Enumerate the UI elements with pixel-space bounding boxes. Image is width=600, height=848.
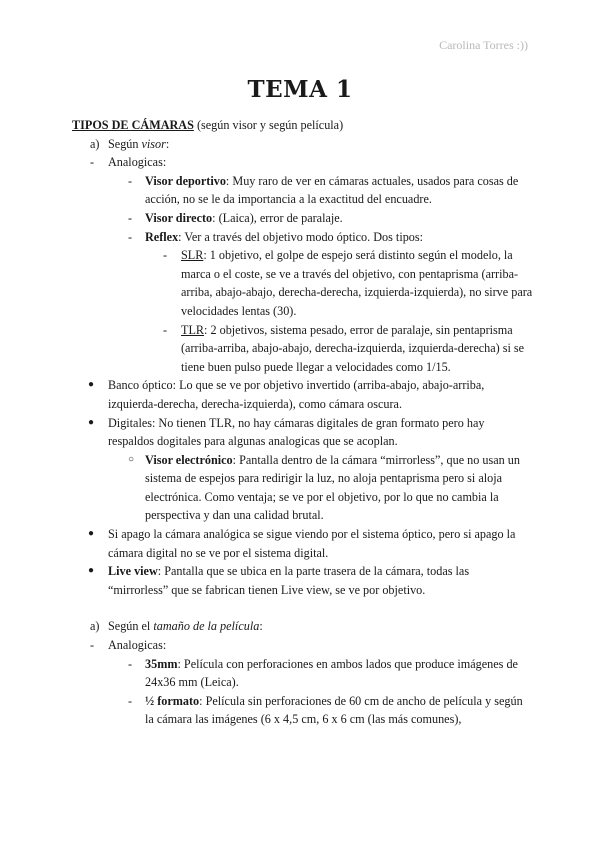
page-title: TEMA 1 (247, 76, 353, 103)
criterion-tamano: a) Según el tamaño de la película: (0, 617, 600, 636)
analogicas-heading: - Analogicas: (0, 636, 600, 655)
criterion-term: tamaño de la película (153, 619, 260, 634)
list-item: - 35mm: Película con perforaciones en ambos lados que produce imágenes de 24x36 mm (Leica). (128, 656, 518, 690)
criterion-visor: a) Según visor: (0, 135, 600, 154)
bullet-circle-icon: ○ (128, 453, 135, 465)
section-heading-suffix: (según visor y según película) (193, 118, 344, 132)
bullet-item: ● Banco óptico: Lo que se ve por objetivo invertido (arriba-abajo, abajo-arriba, izquierda-derecha, derecha-izquierda), como cámara oscura. (88, 378, 485, 411)
list-item: - ½ formato: Película sin perforaciones de 60 cm de ancho de película y según la cámara las imágenes (6 x 4,5 cm, 6 x 6 cm (las más comunes), (128, 693, 523, 727)
dash-marker: - (163, 248, 168, 263)
list-marker: a) (90, 136, 100, 151)
analogicas-heading: - Analogicas: (0, 153, 600, 172)
author-header: Carolina Torres :)) (439, 38, 528, 52)
dash-marker: - (128, 693, 133, 708)
criterion-term: visor (141, 136, 166, 151)
bullet-item: ● Live view: Pantalla que se ubica en la parte trasera de la cámara, todas las “mirrorless” que se fabrican tienen Live view, se ve por objetivo. (88, 564, 470, 597)
bullet-dot-icon: ● (88, 528, 95, 540)
list-item: - Reflex: Ver a través del objetivo modo óptico. Dos tipos: (0, 228, 600, 247)
bullet-dot-icon: ● (88, 565, 95, 577)
dash-marker: - (128, 229, 133, 244)
dash-marker: - (90, 155, 95, 170)
list-item: - Visor deportivo: Muy raro de ver en cámaras actuales, usados para cosas de acción, no se le da importancia a la exactitud del encuadre. (128, 173, 519, 207)
list-item: - SLR: 1 objetivo, el golpe de espejo será distinto según el modelo, la marca o el coste, se ve a través del objetivo, con pentaprisma (arriba-arriba, abajo-abajo, derecha-derecha, izquierda-izquierda), no sirve para velocidades lentas (30). (163, 248, 533, 318)
bullet-dot-icon: ● (88, 379, 95, 391)
bullet-item: ● Digitales: No tienen TLR, no hay cámaras digitales de gran formato pero hay respaldos dogitales para algunas analogicas que se acoplan. (88, 415, 485, 449)
document-body (0, 116, 600, 729)
dash-marker: - (128, 173, 133, 188)
dash-marker: - (128, 656, 133, 671)
bullet-item: ○ Visor electrónico: Pantalla dentro de la cámara “mirrorless”, que no usan un sistema de espejos para redirigir la luz, no aloja pentaprisma pero si aloja electrónica. Como ventaja; se ve por el objetivo, por lo que no cambia la perspectiva y dan una calidad brutal. (128, 452, 520, 523)
spacer (0, 599, 600, 617)
dash-marker: - (90, 638, 95, 653)
list-item: - Visor directo: (Laica), error de paralaje. (0, 209, 600, 228)
list-item: - TLR: 2 objetivos, sistema pesado, error de paralaje, sin pentaprisma (arriba-arriba, abajo-abajo, derecha-izquierda, izquierda-derecha) si se tiene buen pulso puede llegar a velocidades como 1/15. (163, 322, 525, 374)
list-marker: a) (90, 619, 100, 634)
dash-marker: - (163, 322, 168, 337)
bullet-item: ● Si apago la cámara analógica se sigue viendo por el sistema óptico, pero si apago la cámara digital no se ve por el sistema digital. (88, 527, 516, 560)
section-heading-text: TIPOS DE CÁMARAS (72, 118, 194, 132)
bullet-dot-icon: ● (88, 416, 95, 428)
dash-marker: - (128, 210, 133, 225)
section-heading (0, 116, 600, 135)
